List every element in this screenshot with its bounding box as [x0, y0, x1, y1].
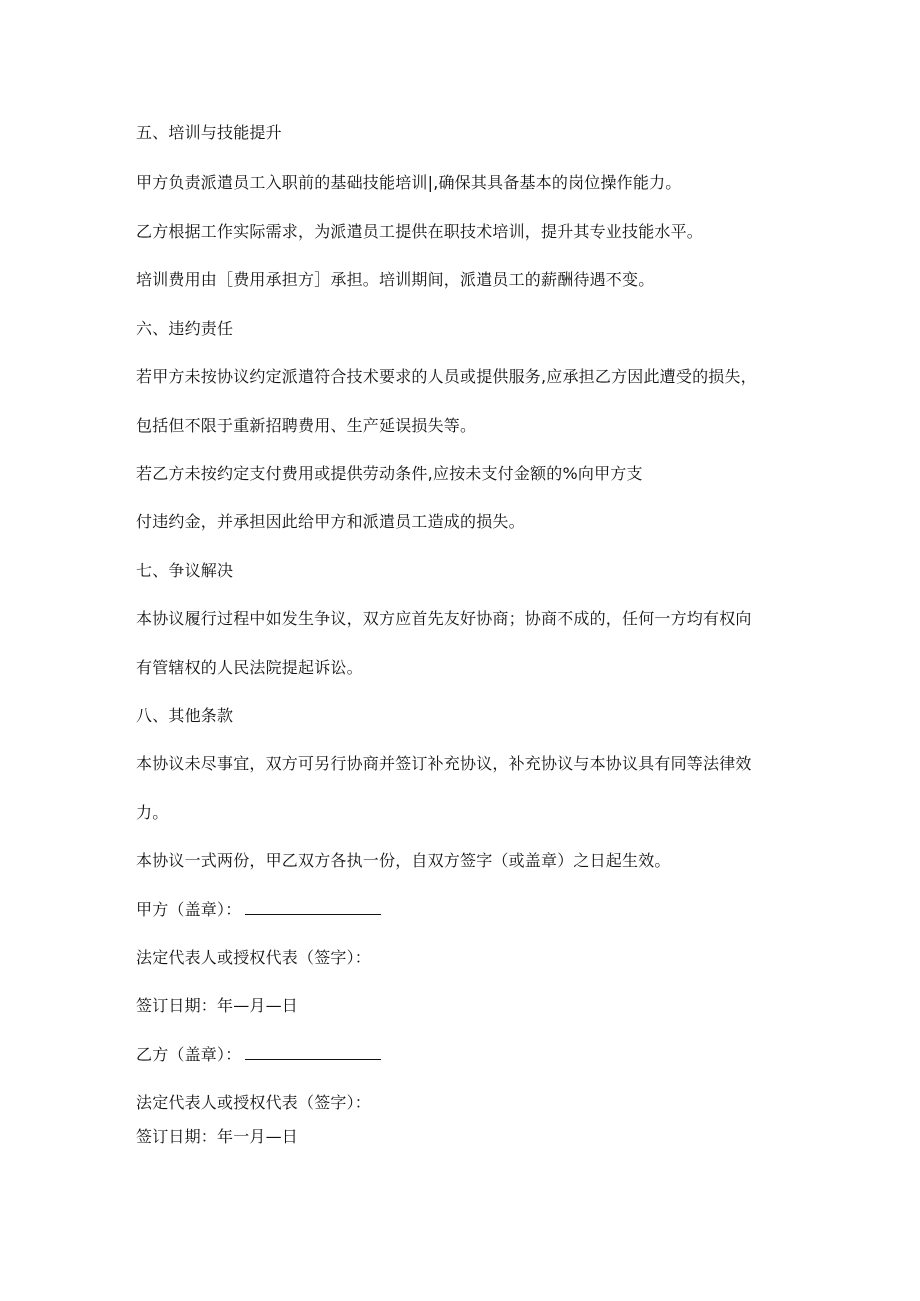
section-heading-other: 八、其他条款 — [136, 706, 234, 725]
party-a-seal-line — [136, 900, 381, 920]
other-paragraph-1-line-1: 本协议未尽事宜，双方可另行协商并签订补充协议，补充协议与本协议具有同等法律效 — [136, 754, 752, 773]
liability-paragraph-1-line-2: 包括但不限于重新招聘费用、生产延误损失等。 — [136, 416, 477, 435]
party-a-representative: 法定代表人或授权代表（签字）： — [136, 948, 372, 967]
party-b-seal-label: 乙方（盖章）： — [136, 1045, 242, 1064]
section-heading-dispute: 七、争议解决 — [136, 561, 234, 580]
training-paragraph-2: 乙方根据工作实际需求，为派遣员工提供在职技术培训，提升其专业技能水平。 — [136, 222, 704, 241]
liability-paragraph-2-line-1: 若乙方未按约定支付费用或提供劳动条件,应按未支付金额的%向甲方支 — [136, 464, 643, 483]
liability-paragraph-2-line-2: 付违约金，并承担因此给甲方和派遣员工造成的损失。 — [136, 512, 525, 531]
dispute-paragraph-line-2: 有管辖权的人民法院提起诉讼。 — [136, 658, 363, 677]
section-heading-liability: 六、违约责任 — [136, 319, 234, 338]
liability-paragraph-1-line-1: 若甲方未按协议约定派遣符合技术要求的人员或提供服务,应承担乙方因此遭受的损失， — [136, 367, 757, 386]
training-paragraph-3: 培训费用由［费用承担方］承担。培训期间，派遣员工的薪酬待遇不变。 — [136, 270, 655, 289]
party-b-seal-blank[interactable] — [245, 1045, 381, 1060]
party-a-seal-blank[interactable] — [245, 900, 381, 915]
party-a-seal-label: 甲方（盖章）： — [136, 900, 242, 919]
other-paragraph-2: 本协议一式两份，甲乙双方各执一份，自双方签字（或盖章）之日起生效。 — [136, 851, 671, 870]
party-b-seal-line — [136, 1045, 381, 1065]
other-paragraph-1-line-2: 力。 — [136, 803, 169, 822]
party-a-sign-date: 签订日期：年—月—日 — [136, 996, 299, 1015]
section-heading-training: 五、培训与技能提升 — [136, 123, 282, 142]
party-b-sign-date: 签订日期：年一月—日 — [136, 1127, 299, 1146]
party-b-representative: 法定代表人或授权代表（签字）： — [136, 1093, 372, 1112]
dispute-paragraph-line-1: 本协议履行过程中如发生争议，双方应首先友好协商；协商不成的，任何一方均有权向 — [136, 609, 752, 628]
training-paragraph-1: 甲方负责派遣员工入职前的基础技能培训|,确保其具备基本的岗位操作能力。 — [136, 173, 682, 192]
